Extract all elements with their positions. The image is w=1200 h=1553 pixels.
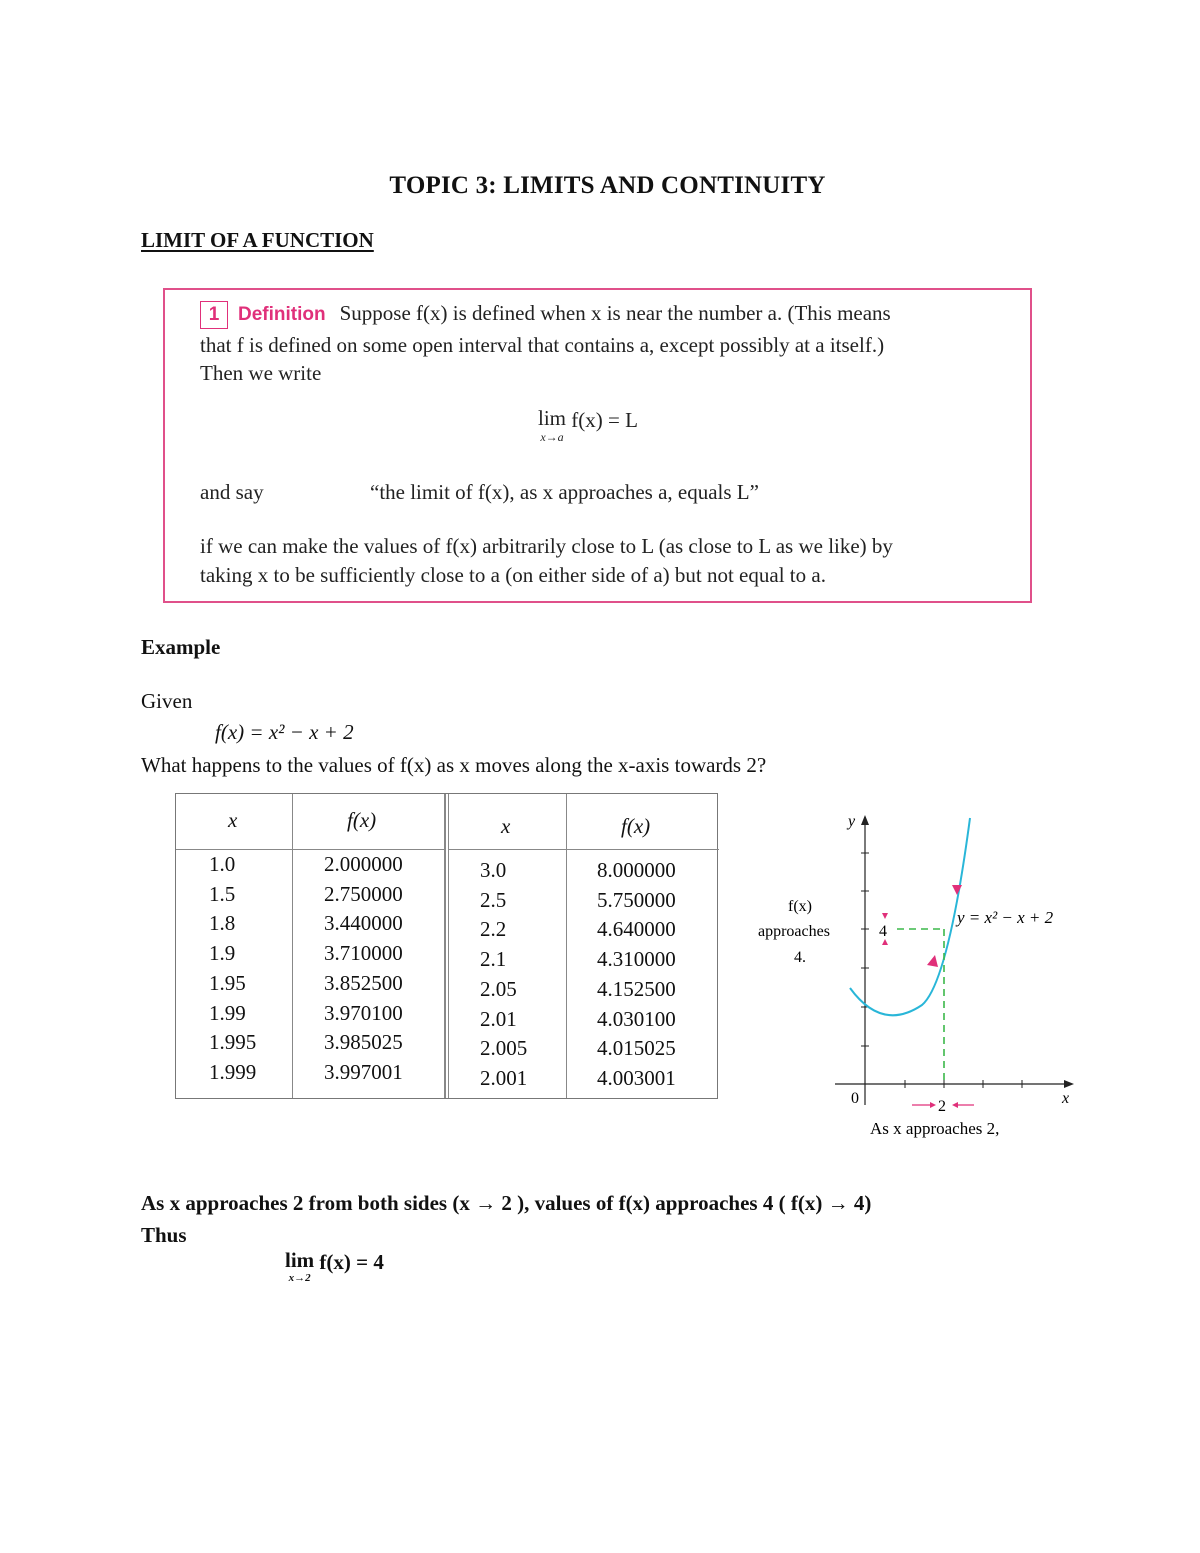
formula-rest: f(x) = L [571,408,638,432]
table-cell: 1.5 [209,881,236,906]
left-label-approaches: approaches [758,923,830,940]
table-cell: 1.99 [209,1000,246,1025]
lim-word: lim [538,406,567,430]
definition-say-label: and say [200,480,264,504]
curve-label: y = x² − x + 2 [957,908,1054,927]
table-cell: 3.970100 [324,1000,403,1025]
definition-line-6: taking x to be sufficiently close to a (on either side of a) but not equal to a. [200,563,826,587]
definition-label: Definition [238,304,326,325]
lim-subscript: x→a [540,430,564,444]
table-cell: 4.015025 [597,1036,676,1061]
conclusion-formula-rest: f(x) = 4 [319,1250,384,1274]
table-header-x-right: x [501,814,511,838]
x-axis-arrow-icon [1064,1080,1074,1088]
table-cell: 1.9 [209,941,236,966]
definition-line-5: if we can make the values of f(x) arbitrarily close to L (as close to L as we like) by [200,534,893,558]
table-cell: 5.750000 [597,887,676,912]
left-label-four: 4. [794,949,806,966]
conclusion-lim-word: lim [285,1248,315,1272]
example-heading: Example [141,635,221,659]
table-header-fx-left: f(x) [347,808,377,832]
table-cell: 1.995 [209,1030,257,1055]
function-formula: f(x) = x² − x + 2 [215,720,354,744]
table-cell: 3.852500 [324,970,403,995]
table-cell: 3.985025 [324,1030,403,1055]
x-axis-label: x [1062,1090,1070,1107]
table-cell: 2.005 [480,1036,528,1061]
definition-formula [538,408,638,443]
y-axis-arrow-icon [861,815,869,825]
table-cell: 1.8 [209,911,236,936]
table-cell: 2.01 [480,1006,517,1031]
table-cell: 3.440000 [324,911,403,936]
origin-label: 0 [851,1090,859,1107]
four-label: 4 [879,923,887,940]
table-cell: 2.1 [480,947,507,972]
table-cell: 4.030100 [597,1006,676,1031]
section-heading: LIMIT OF A FUNCTION [141,228,374,252]
definition-line-3: Then we write [200,361,322,385]
table-cell: 4.152500 [597,976,676,1001]
table-cell: 4.310000 [597,947,676,972]
graph-caption: As x approaches 2, [870,1119,1000,1138]
table-cell: 4.640000 [597,917,676,942]
parabola-curve [850,818,970,1015]
left-label-fx: f(x) [788,898,812,915]
y-axis-label: y [848,813,856,830]
approach-arrow-up-icon [927,955,938,967]
table-cell: 2.000000 [324,852,403,876]
definition-say-quote: “the limit of f(x), as x approaches a, equals L” [370,480,759,504]
two-arrow-left-icon [952,1102,958,1108]
table-cell: 2.2 [480,917,507,942]
two-label: 2 [938,1098,946,1115]
table-header-rule-left [176,849,446,850]
two-arrow-right-icon [930,1102,936,1108]
four-arrow-down-icon [882,913,888,919]
given-label: Given [141,689,193,713]
table-cell: 2.05 [480,976,517,1001]
definition-line-2: that f is defined on some open interval that contains a, except possibly at a itself.) [200,333,885,357]
table-cell: 2.001 [480,1065,528,1090]
conclusion-lim-subscript: x→2 [288,1272,311,1284]
example-question: What happens to the values of f(x) as x moves along the x-axis towards 2? [141,753,767,777]
thus-label: Thus [141,1223,187,1247]
definition-text-1: Suppose f(x) is defined when x is near the number a. (This means [339,301,891,325]
table-cell: 4.003001 [597,1065,676,1090]
conclusion-line: As x approaches 2 from both sides (x → 2 ), values of f(x) approaches 4 ( f(x) → 4) [141,1191,872,1215]
table-cell: 3.997001 [324,1059,403,1084]
table-header-x-left: x [228,808,238,832]
table-cell: 8.000000 [597,858,676,882]
definition-line-1 [200,301,891,329]
approach-arrow-down-icon [952,885,962,895]
table-cell: 1.95 [209,970,246,995]
table-cell: 1.0 [209,852,236,876]
table-header-fx-right: f(x) [621,814,651,838]
function-graph [752,805,1082,1145]
table-header-rule-right [449,849,719,850]
definition-number: 1 [200,301,228,329]
table-cell: 3.710000 [324,941,403,966]
page-title: TOPIC 3: LIMITS AND CONTINUITY [389,172,826,199]
table-cell: 2.5 [480,887,507,912]
values-table [175,793,718,1099]
table-cell: 1.999 [209,1059,257,1084]
table-cell: 2.750000 [324,881,403,906]
table-cell: 3.0 [480,858,507,882]
conclusion-formula [285,1250,384,1284]
